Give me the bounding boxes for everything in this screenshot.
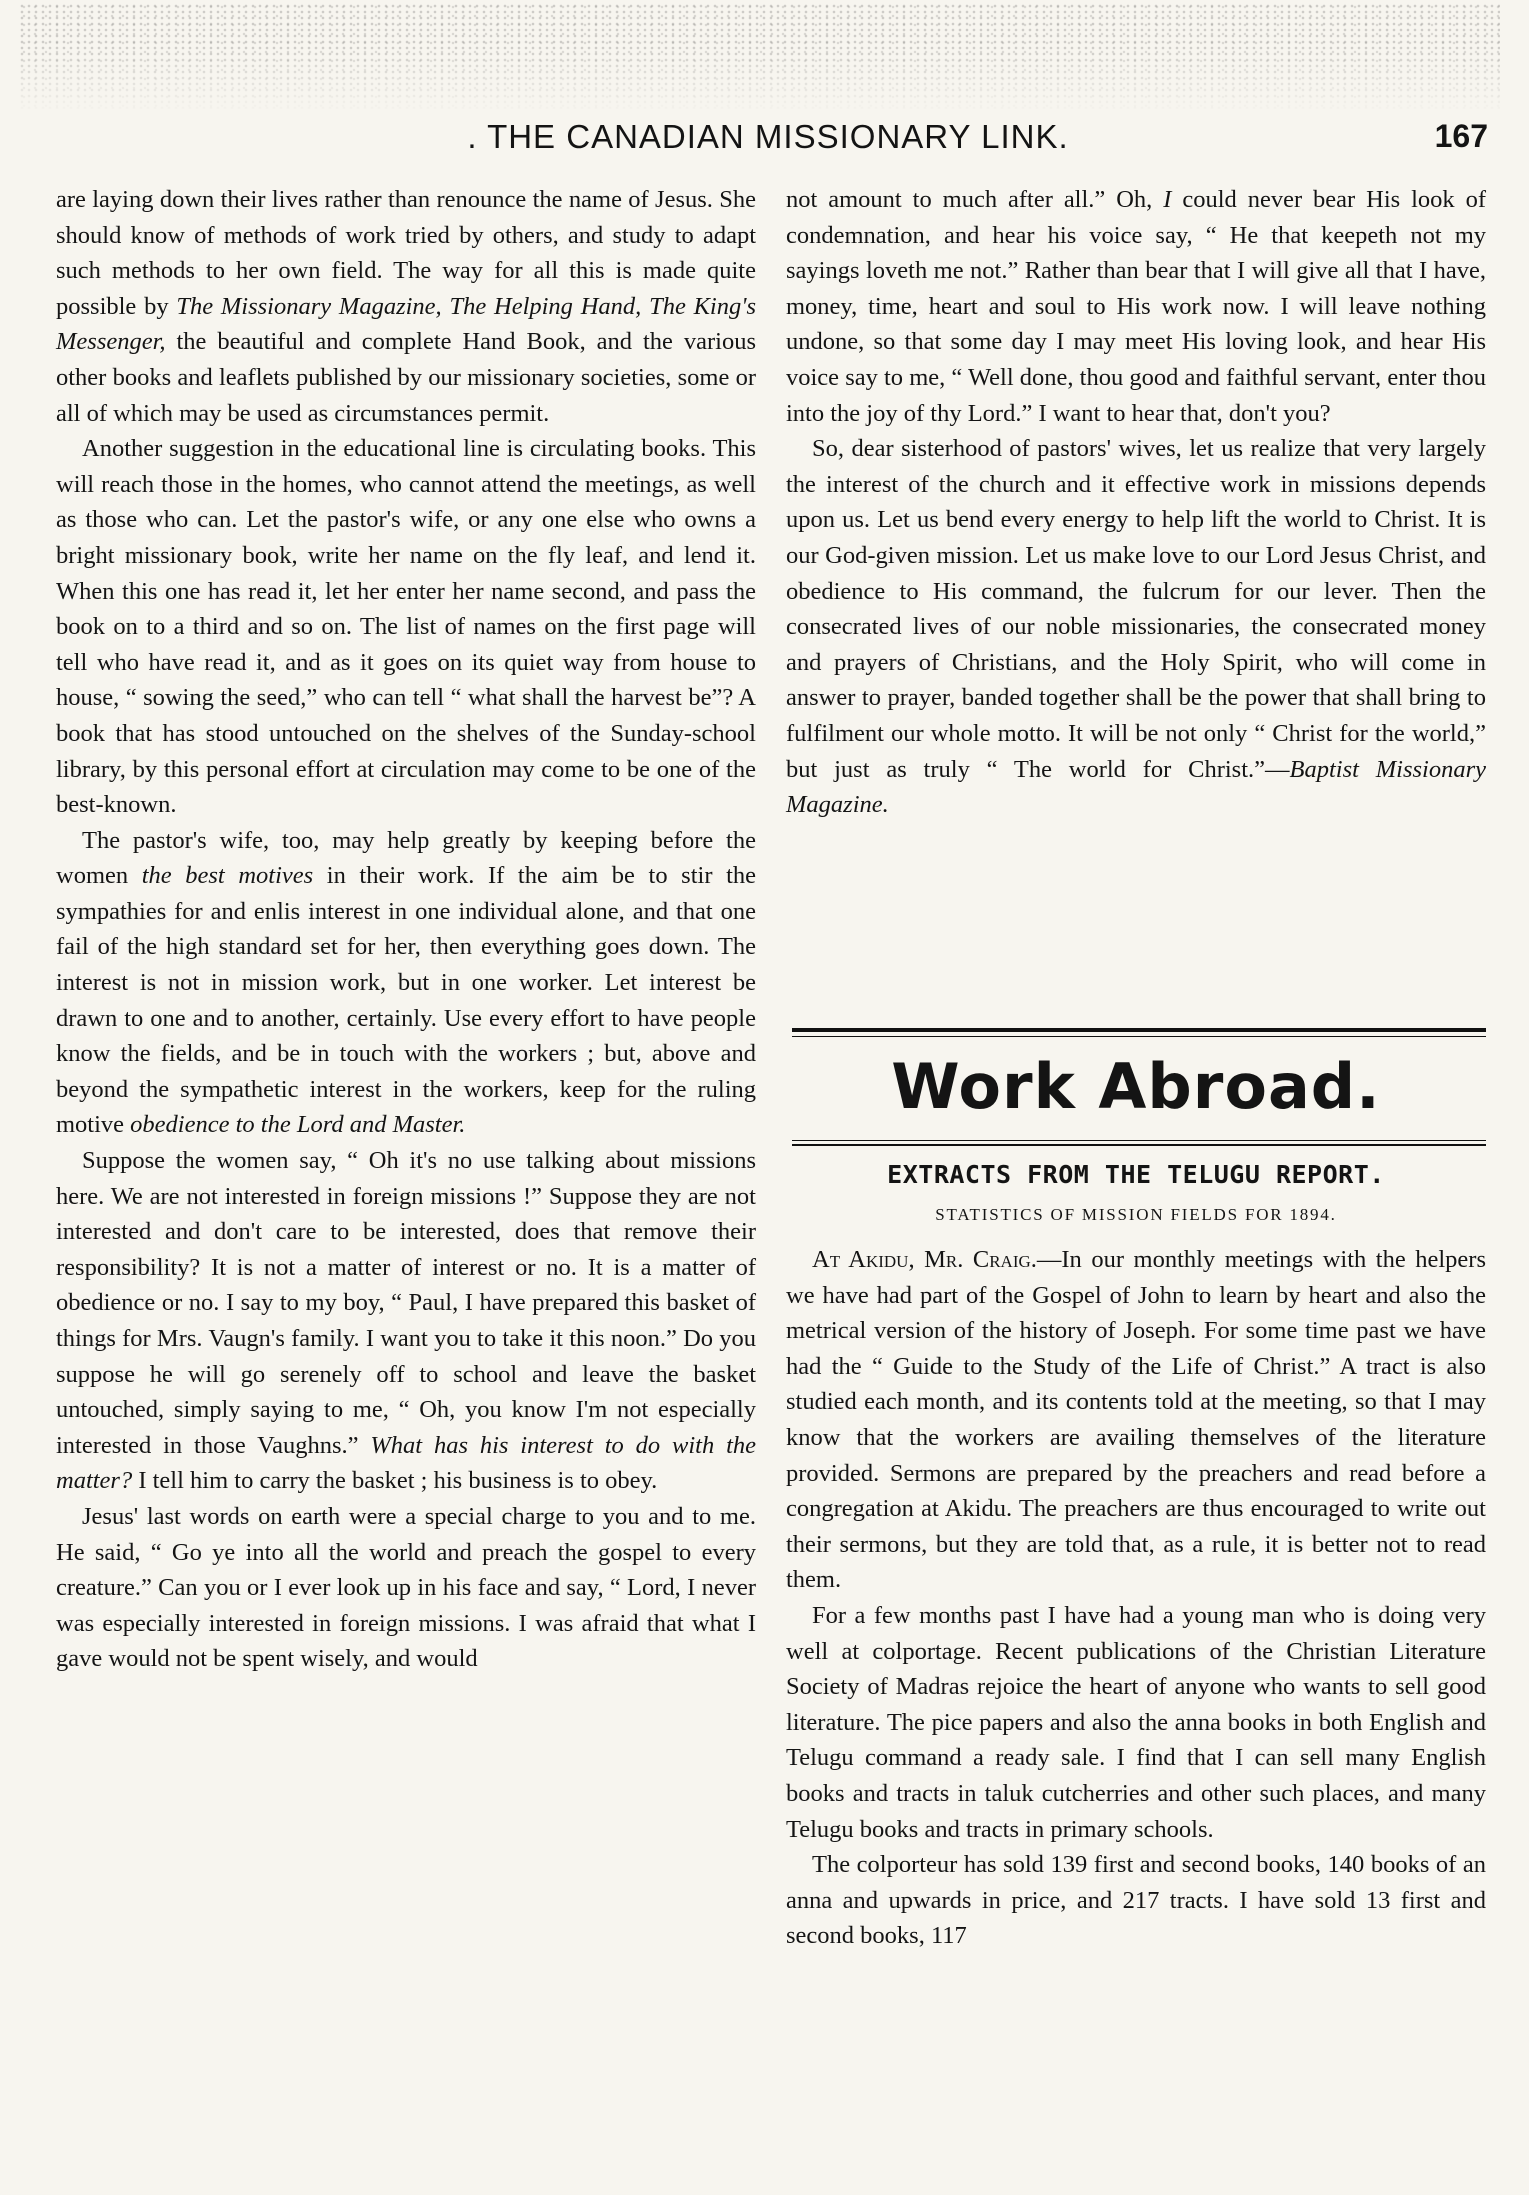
italic-pronoun: I bbox=[1163, 186, 1172, 213]
left-paragraph-5: Jesus' last words on earth were a special charge to you and to me. He said, “ Go ye into all the world and preach the gospel to every creature.” Can you or I ever look up in his face and say, “ Lord, I never was especially interested in foreign missions. I was afraid that what I gave would not be spent wisely, and would bbox=[56, 1502, 756, 1673]
text-run: the beautiful and complete Hand Book, and the various other books and leaflets published by our missionary societies, some or all of which may be used as circumstances permit. bbox=[56, 328, 757, 427]
left-column bbox=[56, 182, 756, 1677]
page-header bbox=[48, 118, 1488, 164]
report-lead: At Akidu, Mr. Craig. bbox=[812, 1246, 1037, 1273]
text-run: So, dear sisterhood of pastors' wives, let us realize that very largely the interest of the church and it effective work in missions depends upon us. Let us bend every energy to help lift the world to Christ. It is our God-given mission. Let us make love to our Lord Jesus Christ, and obedience to His command, the fulcrum for our lever. Then the consecrated lives of our noble missionaries, the consecrated money and prayers of Christians, and the Holy Spirit, who will come in answer to prayer, banded together shall be the power that shall bring to fulfilment our whole motto. It will be not only “ Christ for the world,” but just as truly “ The world for Christ.”— bbox=[786, 435, 1486, 783]
left-paragraph-1 bbox=[56, 182, 756, 431]
text-run: are laying down their lives rather than renounce the name of Jesus. She should know of methods of work tried by others, and study to adapt such methods to her own field. The way for all this is made quite possible by bbox=[56, 186, 756, 320]
italic-title: The Helping Hand, bbox=[449, 292, 642, 320]
text-run: The pastor's wife, too, may help greatly by keeping before the women bbox=[56, 826, 756, 890]
text-run: not amount to much after all.” Oh, bbox=[786, 186, 1153, 213]
report-paragraph-3: The colporteur has sold 139 first and second books, 140 books of an anna and upwards in price, and 217 tracts. I have sold 13 first and second books, 117 bbox=[786, 1851, 1486, 1950]
section-rule-top-thick bbox=[792, 1028, 1486, 1032]
journal-title: . THE CANADIAN MISSIONARY LINK. bbox=[467, 118, 1069, 155]
section-rule-bottom-thin bbox=[792, 1140, 1486, 1141]
right-paragraph-1 bbox=[786, 182, 1486, 431]
extracts-title: EXTRACTS FROM THE TELUGU REPORT. bbox=[887, 1160, 1385, 1189]
text-run: could never bear His look of condemnation, and hear his voice say, “ He that keepeth not my sayings loveth me not.” Rather than bear that I will give all that I have, money, time, heart and soul to His work now. I will leave nothing undone, so that some day I may meet His loving look, and hear His voice say to me, “ Well done, thou good and faithful servant, enter thou into the joy of thy Lord.” I want to hear that, don't you? bbox=[786, 186, 1487, 427]
italic-title: The King's Messenger, bbox=[56, 292, 757, 356]
text-run: I tell him to carry the basket ; his business is to obey. bbox=[138, 1467, 658, 1495]
right-paragraph-2 bbox=[786, 431, 1486, 823]
italic-phrase: obedience to the Lord and Master. bbox=[130, 1111, 466, 1139]
text-run: Suppose the women say, “ Oh it's no use talking about missions here. We are not interested in foreign missions !” Suppose they are not interested and don't care to be interested, does that remove their responsibility? It is not a matter of interest or no. It is a matter of obedience or no. I say to my boy, “ Paul, I have prepared this basket of things for Mrs. Vaugn's family. I want you to take it this noon.” Do you suppose he will go serenely off to school and leave the basket untouched, simply saying to me, “ Oh, you know I'm not especially interested in those Vaughns.” bbox=[56, 1147, 756, 1459]
section-heading-work-abroad: Work Abroad. bbox=[891, 1050, 1381, 1123]
page-top-speckle bbox=[20, 4, 1500, 114]
section-rule-bottom bbox=[792, 1144, 1486, 1146]
text-run: —In our monthly meetings with the helpers we have had part of the Gospel of John to learn by heart and also the metrical version of the history of Joseph. For some time past we have had the “ Guide to the Study of the Life of Christ.” A tract is also studied each month, and its contents told at the meeting, so that I may know that the workers are availing themselves of the literature provided. Sermons are prepared by the preachers and read before a congregation at Akidu. The preachers are thus encouraged to write out their sermons, but they are told that, as a rule, it is better not to read them. bbox=[786, 1246, 1486, 1594]
text-run: in their work. If the aim be to stir the sympathies for and enlis interest in one individual alone, and that one fail of the high standard set for her, then everything goes down. The interest is not in mission work, but in one worker. Let interest be drawn to one and to another, certainly. Use every effort to have people know the fields, and be in touch with the workers ; but, above and beyond the sympathetic interest in the workers, keep for the ruling motive bbox=[56, 862, 757, 1139]
page-number: 167 bbox=[1434, 118, 1488, 154]
italic-phrase: What has his interest to do with the matter? bbox=[56, 1431, 756, 1495]
right-column-top bbox=[786, 182, 1486, 823]
statistics-subtitle: STATISTICS OF MISSION FIELDS FOR 1894. bbox=[935, 1205, 1337, 1224]
left-paragraph-2: Another suggestion in the educational line is circulating books. This will reach those in the homes, who cannot attend the meetings, as well as those who can. Let the pastor's wife, or any one else who owns a bright missionary book, write her name on the fly leaf, and lend it. When this one has read it, let her enter her name second, and pass the book on to a third and so on. The list of names on the first page will tell who have read it, and as it goes on its quiet way from house to house, “ sowing the seed,” who can tell “ what shall the harvest be”? A book that has stood untouched on the shelves of the Sunday-school library, by this personal effort at circulation may come to be one of the best-known. bbox=[56, 435, 756, 819]
left-paragraph-3 bbox=[56, 823, 756, 1143]
source-citation: Baptist Missionary Magazine. bbox=[786, 755, 1487, 819]
right-column-bottom bbox=[786, 1242, 1486, 1954]
left-paragraph-4 bbox=[56, 1143, 756, 1499]
report-paragraph-1 bbox=[786, 1242, 1486, 1598]
italic-title: The Missionary Magazine, bbox=[176, 292, 442, 320]
section-rule-top-thin bbox=[792, 1036, 1486, 1037]
italic-phrase: the best motives bbox=[141, 862, 314, 890]
report-paragraph-2: For a few months past I have had a young man who is doing very well at colportage. Recent publications of the Christian Literature Society of Madras rejoice the heart of anyone who wants to sell good literature. The pice papers and also the anna books in both English and Telugu command a ready sale. I find that I can sell many English books and tracts in taluk cutcherries and other such places, and many Telugu books and tracts in primary schools. bbox=[786, 1601, 1486, 1843]
